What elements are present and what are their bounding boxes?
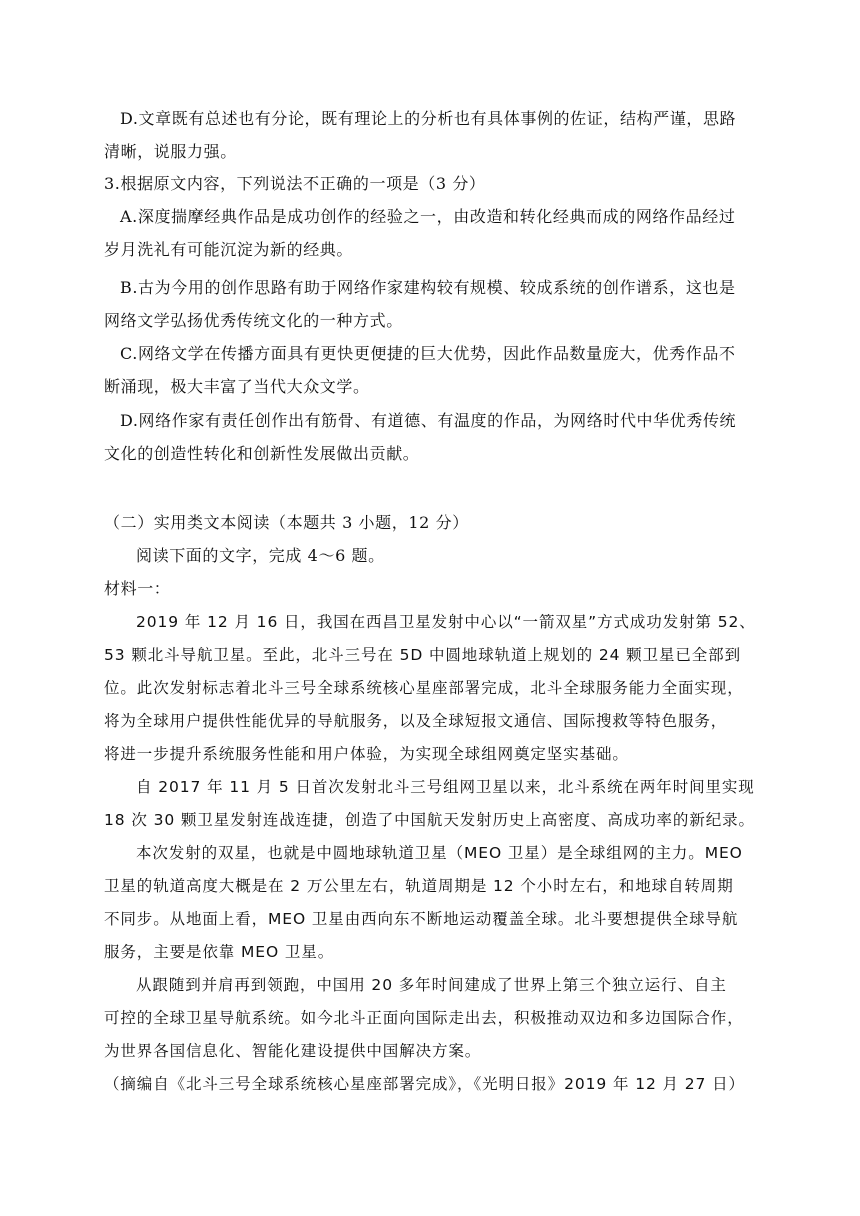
q2-option-d-line1: D.文章既有总述也有分论，既有理论上的分析也有具体事例的佐证，结构严谨，思路: [120, 109, 737, 128]
material-1-source: （摘编自《北斗三号全球系统核心星座部署完成》，《光明日报》2019 年 12 月 27 日）: [104, 1075, 745, 1093]
material-1-paragraph-4-line2: 可控的全球卫星导航系统。如今北斗正面向国际走出去，积极推动双边和多边国际合作，: [104, 1009, 744, 1027]
q3-option-a-line2: 岁月洗礼有可能沉淀为新的经典。: [104, 240, 354, 259]
question-3-stem: 3.根据原文内容，下列说法不正确的一项是（3 分）: [104, 174, 486, 193]
q3-option-c-line2: 断涌现，极大丰富了当代大众文学。: [104, 377, 370, 396]
q2-option-d-line2: 清晰，说服力强。: [104, 142, 237, 161]
material-1-paragraph-1-line5: 将进一步提升系统服务性能和用户体验，为实现全球组网奠定坚实基础。: [104, 745, 629, 763]
q3-option-c-line1: C.网络文学在传播方面具有更快更便捷的巨大优势，因此作品数量庞大，优秀作品不: [120, 344, 736, 363]
material-1-paragraph-3-line4: 服务，主要是依靠 MEO 卫星。: [104, 943, 335, 961]
material-1-paragraph-3-line3: 不同步。从地面上看，MEO 卫星由西向东不断地运动覆盖全球。北斗要想提供全球导航: [104, 910, 739, 928]
q3-option-d-line2: 文化的创造性转化和创新性发展做出贡献。: [104, 444, 420, 463]
material-1-paragraph-4-line3: 为世界各国信息化、智能化建设提供中国解决方案。: [104, 1042, 482, 1060]
q3-option-d-line1: D.网络作家有责任创作出有筋骨、有道德、有温度的作品，为网络时代中华优秀传统: [120, 411, 737, 430]
material-1-paragraph-1-line4: 将为全球用户提供性能优异的导航服务，以及全球短报文通信、国际搜救等特色服务，: [104, 712, 728, 730]
reading-instruction: 阅读下面的文字，完成 4～6 题。: [136, 546, 385, 565]
material-1-paragraph-1-line2: 53 颗北斗导航卫星。至此，北斗三号在 5D 中圆地球轨道上规划的 24 颗卫星已全部到: [104, 646, 741, 664]
material-1-paragraph-2-line2: 18 次 30 颗卫星发射连战连捷，创造了中国航天发射历史上高密度、高成功率的新纪录。: [104, 811, 755, 829]
material-1-paragraph-2-line1: 自 2017 年 11 月 5 日首次发射北斗三号组网卫星以来，北斗系统在两年时间里实现: [136, 778, 755, 796]
q3-option-a-line1: A.深度揣摩经典作品是成功创作的经验之一，由改造和转化经典而成的网络作品经过: [120, 207, 736, 226]
q3-option-b-line1: B.古为今用的创作思路有助于网络作家建构较有规模、较成系统的创作谱系，这也是: [120, 278, 736, 297]
material-1-paragraph-1-line1: 2019 年 12 月 16 日，我国在西昌卫星发射中心以“一箭双星”方式成功发射第 52、: [136, 613, 756, 631]
q3-option-b-line2: 网络文学弘扬优秀传统文化的一种方式。: [104, 311, 403, 330]
material-1-paragraph-3-line1: 本次发射的双星，也就是中圆地球轨道卫星（MEO 卫星）是全球组网的主力。MEO: [136, 844, 743, 862]
material-1-paragraph-3-line2: 卫星的轨道高度大概是在 2 万公里左右，轨道周期是 12 个小时左右，和地球自转周期: [104, 877, 734, 895]
material-1-label: 材料一：: [104, 579, 171, 598]
section-2-heading: （二）实用类文本阅读（本题共 3 小题，12 分）: [104, 513, 469, 532]
material-1-paragraph-4-line1: 从跟随到并肩再到领跑，中国用 20 多年时间建成了世界上第三个独立运行、自主: [136, 976, 727, 994]
material-1-paragraph-1-line3: 位。此次发射标志着北斗三号全球系统核心星座部署完成，北斗全球服务能力全面实现，: [104, 679, 744, 697]
